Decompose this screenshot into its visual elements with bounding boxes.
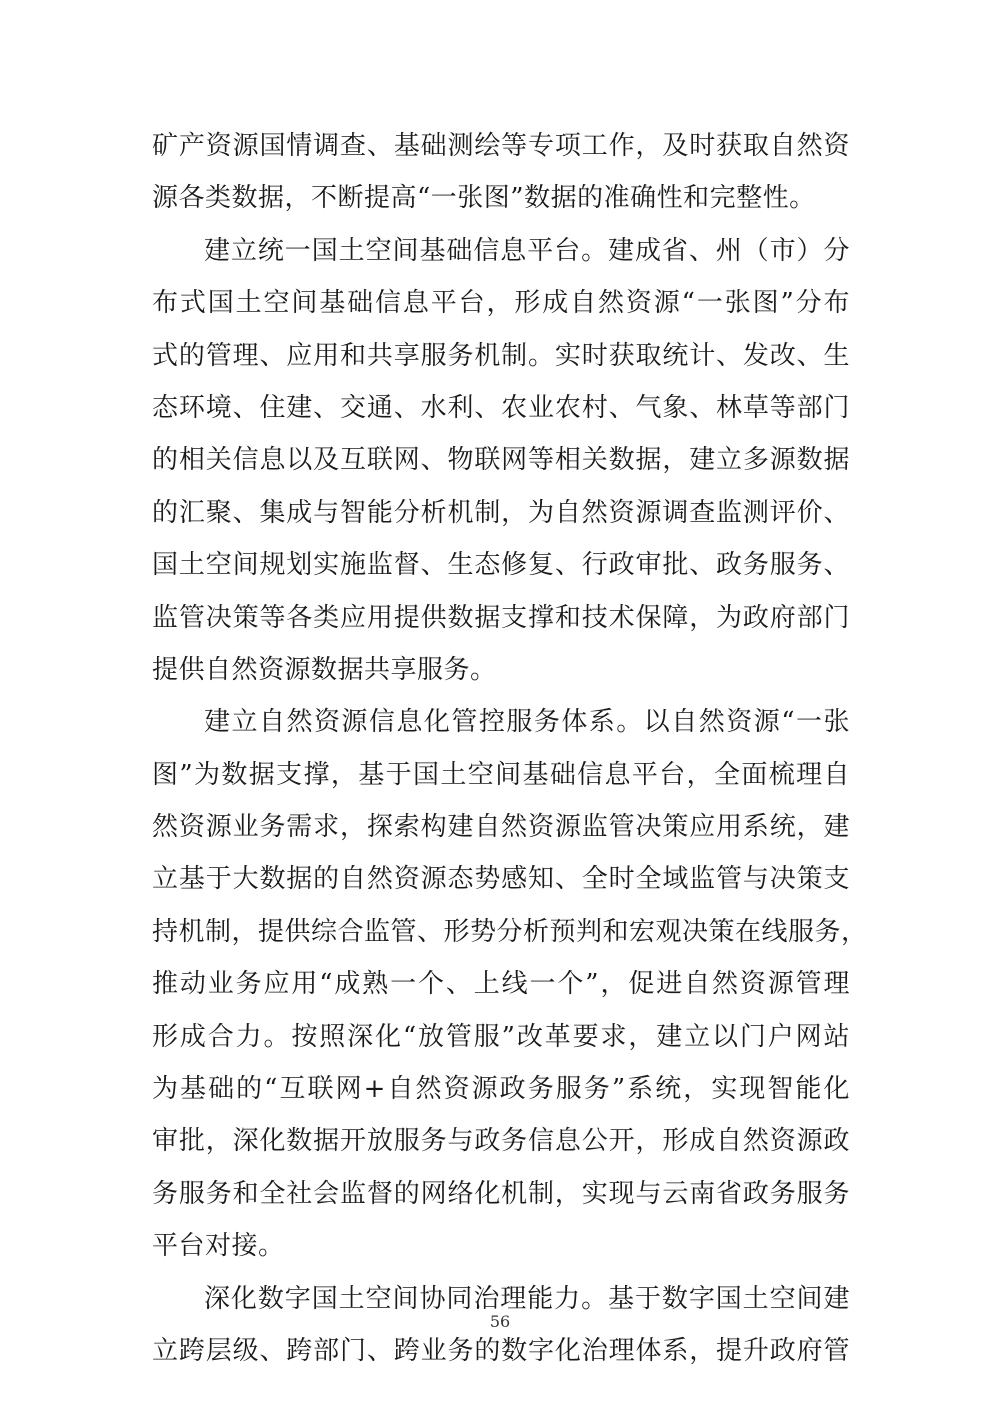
text-line: 的汇聚、集成与智能分析机制，为自然资源调查监测评价、 xyxy=(152,497,850,528)
text-line: 形成合力。按照深化“放管服”改革要求，建立以门户网站 xyxy=(152,1021,850,1052)
text-line: 式的管理、应用和共享服务机制。实时获取统计、发改、生 xyxy=(152,340,850,371)
text-line: 监管决策等各类应用提供数据支撑和技术保障，为政府部门 xyxy=(152,602,850,633)
text-line: 矿产资源国情调查、基础测绘等专项工作，及时获取自然资 xyxy=(152,131,850,161)
text-line: 图”为数据支撑，基于国土空间基础信息平台，全面梳理自 xyxy=(152,759,850,790)
text-line: 态环境、住建、交通、水利、农业农村、气象、林草等部门 xyxy=(152,392,850,423)
text-line: 建立自然资源信息化管控服务体系。以自然资源“一张 xyxy=(204,707,850,738)
text-line: 然资源业务需求，探索构建自然资源监管决策应用系统，建 xyxy=(152,812,850,843)
text-line: 国土空间规划实施监督、生态修复、行政审批、政务服务、 xyxy=(152,550,850,581)
text-line: 推动业务应用“成熟一个、上线一个”，促进自然资源管理 xyxy=(152,969,850,1000)
paragraph-service-system xyxy=(152,696,868,1272)
text-line: 立基于大数据的自然资源态势感知、全时全域监管与决策支 xyxy=(152,864,850,895)
paragraph-continuation xyxy=(152,120,850,225)
text-line: 立跨层级、跨部门、跨业务的数字化治理体系，提升政府管 xyxy=(152,1335,850,1366)
text-line: 务服务和全社会监督的网络化机制，实现与云南省政务服务 xyxy=(152,1178,850,1209)
paragraph-spatial-platform xyxy=(152,225,850,697)
document-body xyxy=(152,120,868,1377)
text-line: 的相关信息以及互联网、物联网等相关数据，建立多源数据 xyxy=(152,445,850,476)
text-line: 审批，深化数据开放服务与政务信息公开，形成自然资源政 xyxy=(152,1126,850,1157)
text-line: 深化数字国土空间协同治理能力。基于数字国土空间建 xyxy=(204,1283,850,1314)
text-line: 布式国土空间基础信息平台，形成自然资源“一张图”分布 xyxy=(152,288,850,319)
text-line: 持机制，提供综合监管、形势分析预判和宏观决策在线服务， xyxy=(152,916,868,947)
text-line: 建立统一国土空间基础信息平台。建成省、州（市）分 xyxy=(204,235,850,266)
text-line: 源各类数据，不断提高“一张图”数据的准确性和完整性。 xyxy=(152,183,816,214)
page-number: 56 xyxy=(489,1312,511,1331)
text-line: 提供自然资源数据共享服务。 xyxy=(152,654,497,685)
text-line: 为基础的“互联网+自然资源政务服务”系统，实现智能化 xyxy=(152,1074,850,1105)
text-line: 平台对接。 xyxy=(152,1231,285,1262)
